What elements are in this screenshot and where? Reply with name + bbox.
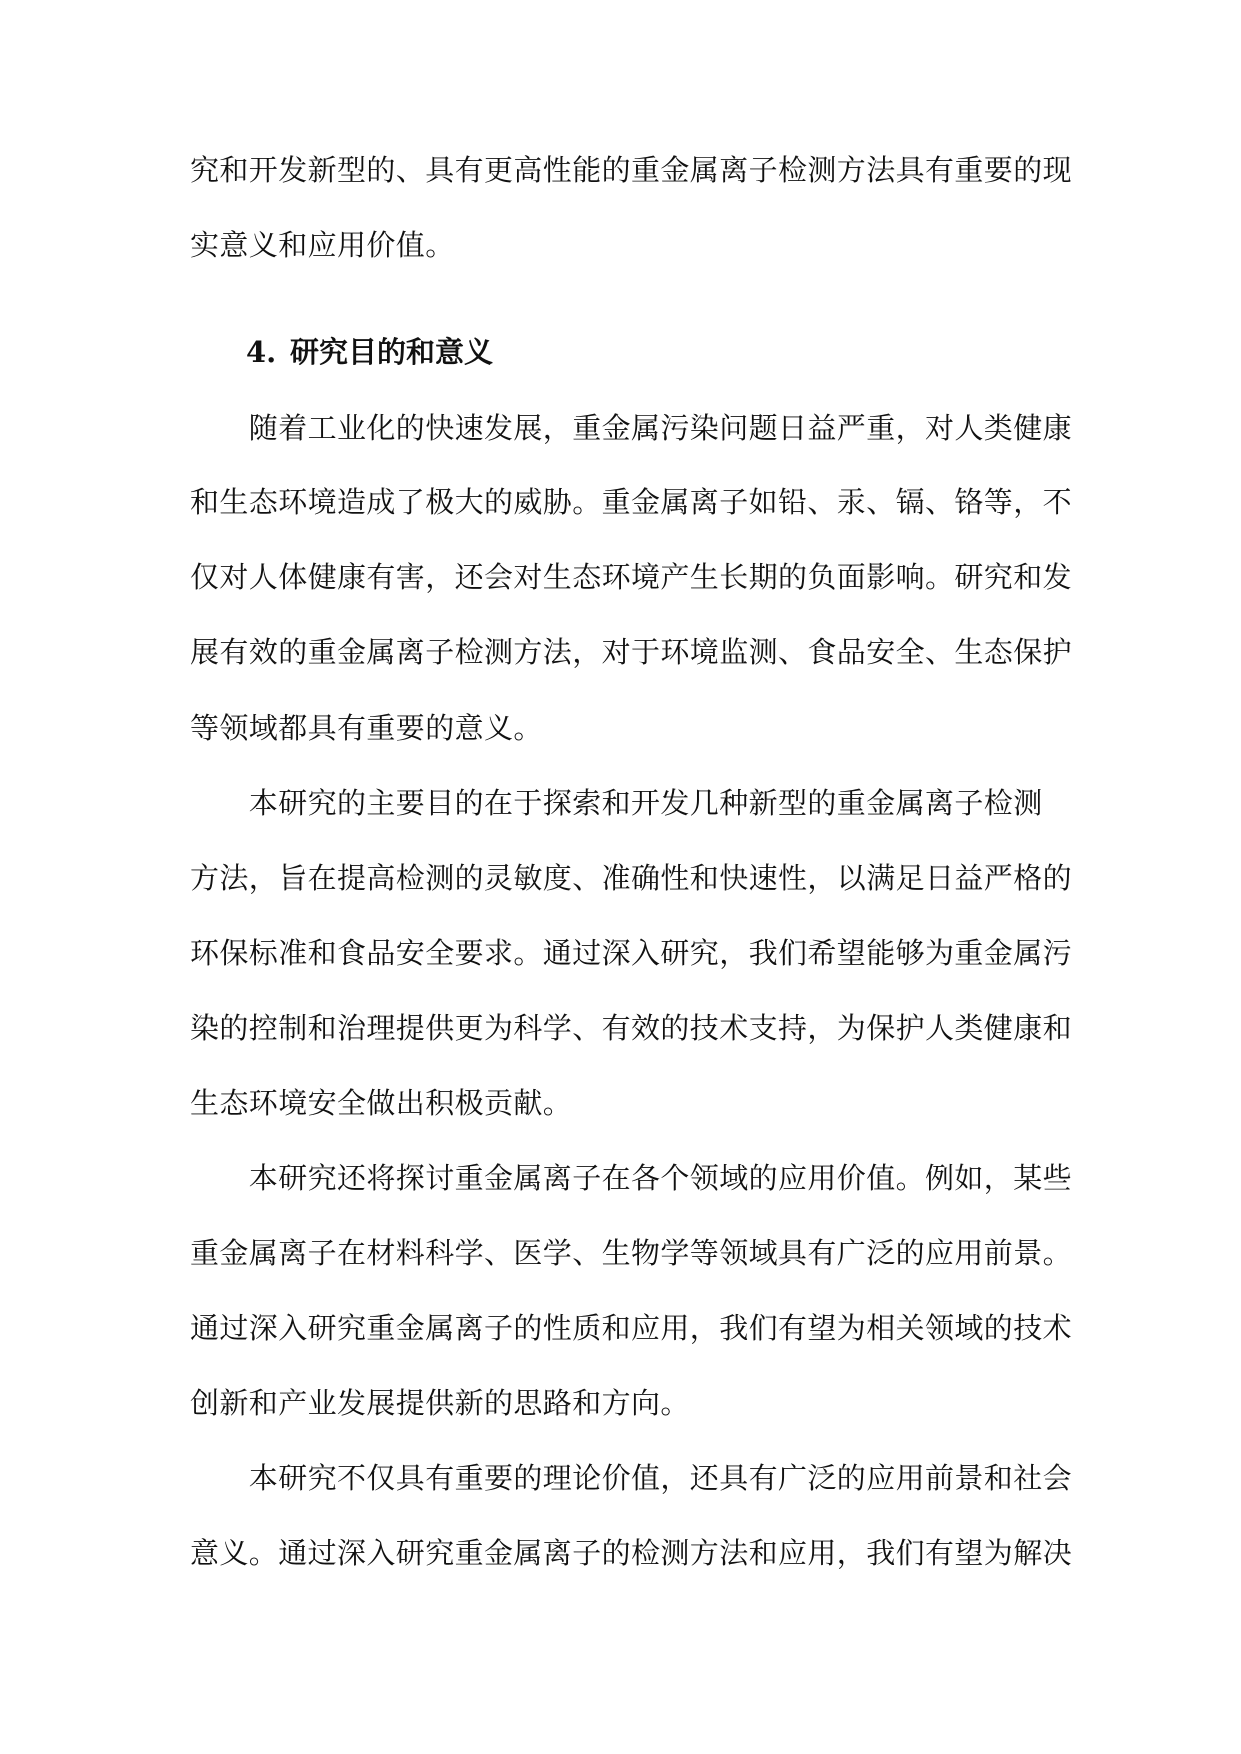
section-heading — [246, 332, 493, 372]
paragraph1-line-3: 仅对人体健康有害，还会对生态环境产生长期的负面影响。研究和发 — [190, 560, 1073, 594]
paragraph2-line-1: 本研究的主要目的在于探索和开发几种新型的重金属离子检测 — [190, 786, 1043, 820]
section-title: 研究目的和意义 — [290, 335, 494, 369]
intro-line-1: 究和开发新型的、具有更高性能的重金属离子检测方法具有重要的现 — [190, 153, 1073, 187]
paragraph3-line-4: 创新和产业发展提供新的思路和方向。 — [190, 1386, 690, 1420]
paragraph2-line-2: 方法，旨在提高检测的灵敏度、准确性和快速性，以满足日益严格的 — [190, 861, 1073, 895]
paragraph3-line-3: 通过深入研究重金属离子的性质和应用，我们有望为相关领域的技术 — [190, 1311, 1073, 1345]
paragraph1-line-1: 随着工业化的快速发展，重金属污染问题日益严重，对人类健康 — [190, 411, 1073, 445]
paragraph1-line-2: 和生态环境造成了极大的威胁。重金属离子如铅、汞、镉、铬等，不 — [190, 485, 1073, 519]
intro-line-2: 实意义和应用价值。 — [190, 228, 455, 262]
paragraph3-line-2: 重金属离子在材料科学、医学、生物学等领域具有广泛的应用前景。 — [190, 1236, 1073, 1270]
paragraph2-line-5: 生态环境安全做出积极贡献。 — [190, 1086, 573, 1120]
paragraph2-line-3: 环保标准和食品安全要求。通过深入研究，我们希望能够为重金属污 — [190, 936, 1073, 970]
paragraph2-line-4: 染的控制和治理提供更为科学、有效的技术支持，为保护人类健康和 — [190, 1011, 1073, 1045]
paragraph4-line-1: 本研究不仅具有重要的理论价值，还具有广泛的应用前景和社会 — [190, 1461, 1073, 1495]
section-number: 4. — [246, 335, 277, 369]
paragraph1-line-4: 展有效的重金属离子检测方法，对于环境监测、食品安全、生态保护 — [190, 635, 1073, 669]
paragraph1-line-5: 等领域都具有重要的意义。 — [190, 711, 543, 745]
paragraph4-line-2: 意义。通过深入研究重金属离子的检测方法和应用，我们有望为解决 — [190, 1536, 1073, 1570]
paragraph3-line-1: 本研究还将探讨重金属离子在各个领域的应用价值。例如，某些 — [190, 1161, 1073, 1195]
